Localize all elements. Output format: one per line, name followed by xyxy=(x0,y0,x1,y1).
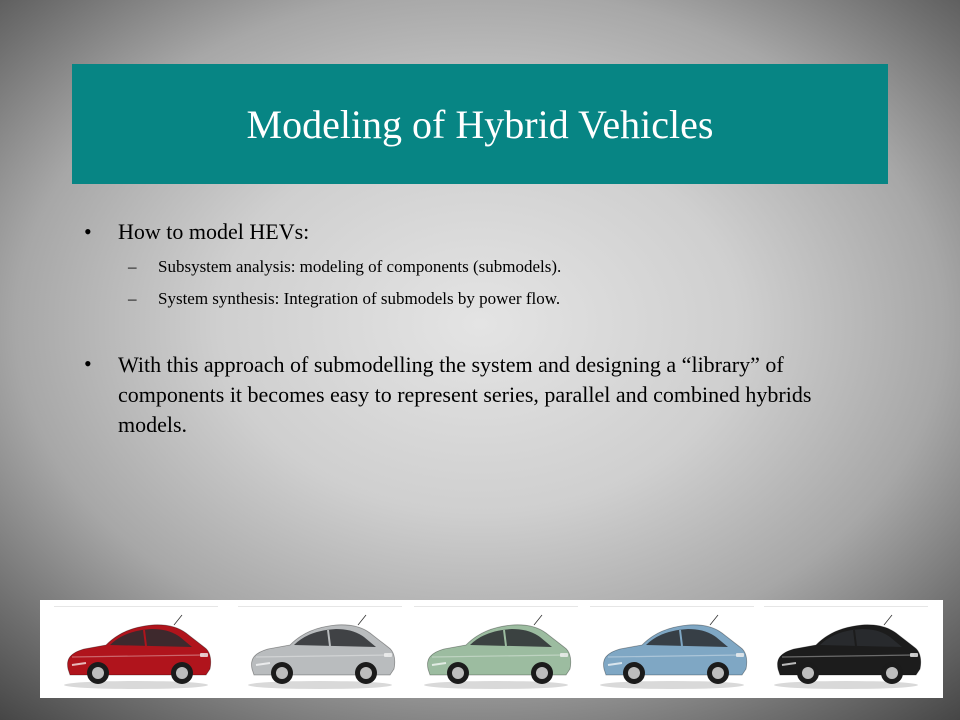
car-graphic xyxy=(590,607,754,693)
sub-bullet-marker: – xyxy=(128,289,137,308)
silver-hybrid-car xyxy=(238,606,402,693)
bullet-marker: • xyxy=(84,351,92,376)
sub-bullet-item xyxy=(128,256,860,278)
car-graphic xyxy=(764,607,928,693)
bullet-marker: • xyxy=(84,219,92,244)
slide-content xyxy=(80,212,860,440)
car-graphic xyxy=(238,607,402,693)
sub-bullet-text: System synthesis: Integration of submodels by power flow. xyxy=(158,289,561,308)
title-banner xyxy=(72,64,888,184)
bullet-text: With this approach of submodelling the system and designing a “library” of components it becomes easy to represent series, parallel and combined hybrids models. xyxy=(118,352,812,437)
bullet-text: How to model HEVs: xyxy=(118,219,310,244)
sub-bullet-marker: – xyxy=(128,257,137,276)
car-graphic xyxy=(414,607,578,693)
red-hybrid-car xyxy=(54,606,218,693)
sage-green-hybrid-car xyxy=(414,606,578,693)
slide-title: Modeling of Hybrid Vehicles xyxy=(246,101,714,147)
sub-bullet-item xyxy=(128,288,860,310)
cars-image-strip xyxy=(40,600,943,698)
car-graphic xyxy=(54,607,218,693)
light-blue-hybrid-car xyxy=(590,606,754,693)
sub-bullet-text: Subsystem analysis: modeling of components (submodels). xyxy=(158,257,562,276)
bullet-item xyxy=(80,350,860,440)
bullet-item xyxy=(80,218,860,246)
black-hybrid-car xyxy=(764,606,928,693)
